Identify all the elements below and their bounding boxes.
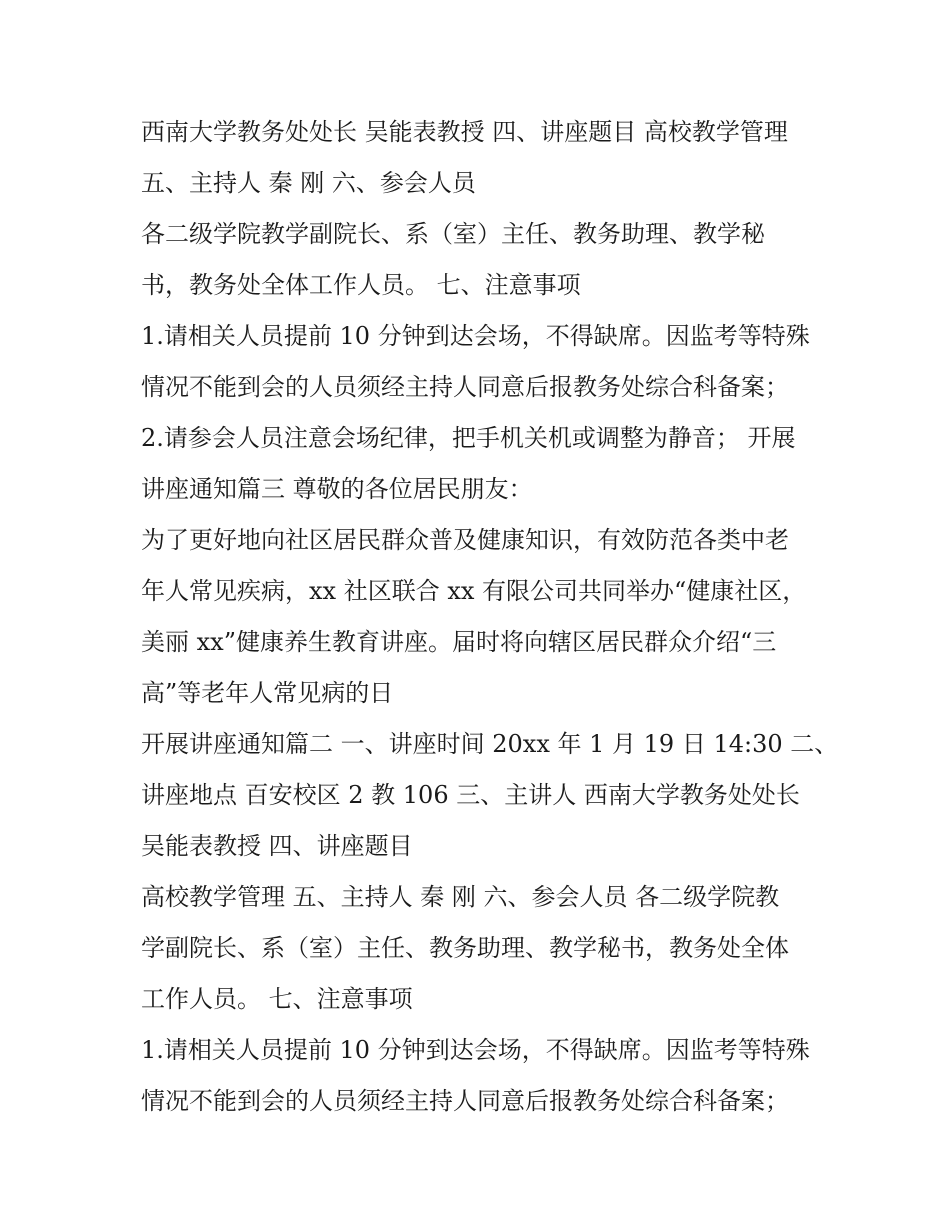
text-line: 学副院长、系（室）主任、教务助理、教学秘书，教务处全体 (141, 934, 789, 962)
text-line: 高校教学管理 五、主持人 秦 刚 六、参会人员 各二级学院教 (141, 883, 780, 911)
text-line: 五、主持人 秦 刚 六、参会人员 (141, 169, 476, 197)
text-line: 情况不能到会的人员须经主持人同意后报教务处综合科备案； (141, 373, 789, 401)
text-line: 高”等老年人常见病的日 (141, 679, 394, 707)
text-line: 工作人员。 七、注意事项 (141, 985, 413, 1013)
text-line: 为了更好地向社区居民群众普及健康知识，有效防范各类中老 (141, 526, 789, 554)
text-line: 情况不能到会的人员须经主持人同意后报教务处综合科备案； (141, 1087, 789, 1115)
text-line: 1.请相关人员提前 10 分钟到达会场，不得缺席。因监考等特殊 (141, 1036, 810, 1064)
text-line: 讲座通知篇三 尊敬的各位居民朋友： (141, 475, 533, 503)
document-body (141, 107, 839, 1127)
text-line: 美丽 xx”健康养生教育讲座。届时将向辖区居民群众介绍“三 (141, 628, 777, 656)
text-line: 年人常见疾病，xx 社区联合 xx 有限公司共同举办“健康社区， (141, 577, 807, 605)
text-line: 1.请相关人员提前 10 分钟到达会场，不得缺席。因监考等特殊 (141, 322, 810, 350)
text-line: 吴能表教授 四、讲座题目 (141, 832, 413, 860)
text-line: 2.请参会人员注意会场纪律，把手机关机或调整为静音； 开展 (141, 424, 796, 452)
text-line: 各二级学院教学副院长、系（室）主任、教务助理、教学秘 (141, 220, 765, 248)
text-line: 开展讲座通知篇二 一、讲座时间 20xx 年 1 月 19 日 14:30 二、 (141, 730, 839, 758)
text-line: 书，教务处全体工作人员。 七、注意事项 (141, 271, 581, 299)
text-line: 西南大学教务处处长 吴能表教授 四、讲座题目 高校教学管理 (141, 118, 788, 146)
text-line: 讲座地点 百安校区 2 教 106 三、主讲人 西南大学教务处处长 (141, 781, 800, 809)
